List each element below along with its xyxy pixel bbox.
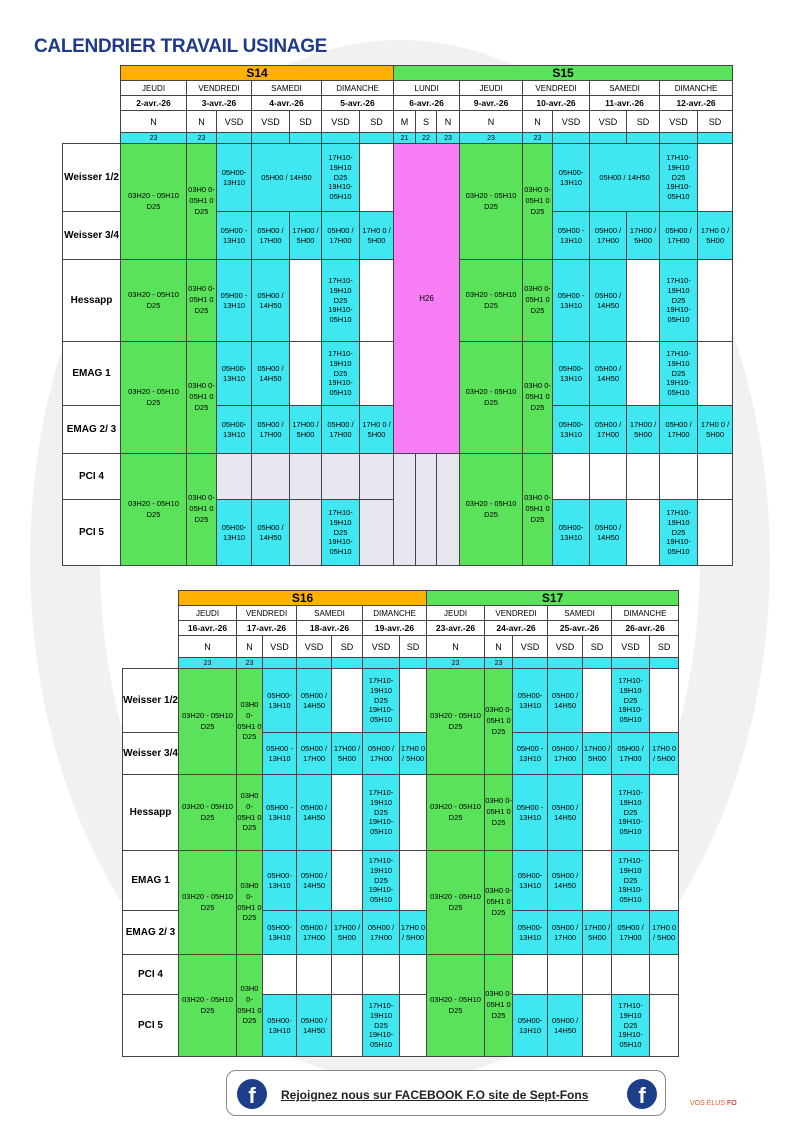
week-number: 23 [437, 133, 460, 144]
shift-cell: 05H00- 13H10 [263, 995, 297, 1057]
shift-cell: 05H00 / 14H50 [297, 669, 332, 733]
shift-cell: 03H0 0- 05H1 0 D25 [187, 342, 217, 454]
shift-cell: 05H00 / 14H50 [590, 144, 660, 212]
facebook-icon: f [237, 1079, 267, 1109]
shift-cell: 05H00 / 17H00 [590, 406, 627, 454]
shift-cell: 05H00 / 14H50 [548, 775, 583, 851]
day-date: 12-avr.-26 [660, 96, 733, 111]
shift-cell: 17H10- 19H10 D25 19H10- 05H10 [363, 669, 400, 733]
day-name: VENDREDI [187, 81, 252, 96]
shift-cell: 17H10- 19H10 D25 19H10- 05H10 [660, 342, 698, 406]
shift-cell: 05H00 / 17H00 [590, 212, 627, 260]
shift-code: SD [332, 636, 363, 658]
shift-cell: 17H10- 19H10 D25 19H10- 05H10 [363, 851, 400, 911]
shift-cell: 03H20 - 05H10 D25 [460, 144, 523, 260]
day-date: 9-avr.-26 [460, 96, 523, 111]
shift-cell: 17H00 / 5H00 [332, 733, 363, 775]
shift-code: VSD [322, 111, 360, 133]
shift-code: SD [360, 111, 394, 133]
day-date: 6-avr.-26 [394, 96, 460, 111]
shift-cell: 05H00- 13H10 [217, 342, 252, 406]
day-date: 16-avr.-26 [179, 621, 237, 636]
day-date: 11-avr.-26 [590, 96, 660, 111]
day-date: 24-avr.-26 [485, 621, 548, 636]
day-name: SAMEDI [548, 606, 612, 621]
shift-cell: 05H00- 13H10 [513, 995, 548, 1057]
shift-cell: 17H10- 19H10 D25 19H10- 05H10 [322, 144, 360, 212]
week-number: 23 [121, 133, 187, 144]
row-label-pci-4: PCI 4 [123, 955, 179, 995]
shift-cell: 03H20 - 05H10 D25 [121, 454, 187, 566]
day-name: JEUDI [427, 606, 485, 621]
shift-cell: 03H20 - 05H10 D25 [121, 260, 187, 342]
row-label-emag-2-3: EMAG 2/ 3 [63, 406, 121, 454]
shift-cell: 03H0 0- 05H1 0 D25 [523, 260, 553, 342]
day-date: 2-avr.-26 [121, 96, 187, 111]
shift-code: VSD [548, 636, 583, 658]
shift-cell: 03H0 0- 05H1 0 D25 [523, 454, 553, 566]
shift-cell: 17H00 / 5H00 [627, 406, 660, 454]
shift-code: VSD [252, 111, 290, 133]
shift-cell: 03H0 0- 05H1 0 D25 [485, 669, 513, 775]
shift-code: N [187, 111, 217, 133]
shift-cell: 17H10- 19H10 D25 19H10- 05H10 [363, 775, 400, 851]
day-name: VENDREDI [237, 606, 297, 621]
day-name: DIMANCHE [322, 81, 394, 96]
shift-cell: 05H00 / 17H00 [322, 406, 360, 454]
shift-cell: 03H0 0- 05H1 0 D25 [523, 144, 553, 260]
calendar-s16-s17 [122, 590, 679, 1057]
shift-code: N [437, 111, 460, 133]
shift-code: N [179, 636, 237, 658]
day-date: 3-avr.-26 [187, 96, 252, 111]
facebook-banner[interactable] [226, 1070, 666, 1116]
shift-cell: 17H00 / 5H00 [290, 406, 322, 454]
shift-cell: 17H10- 19H10 D25 19H10- 05H10 [660, 144, 698, 212]
shift-code: SD [698, 111, 733, 133]
shift-cell: 05H00 - 13H10 [263, 775, 297, 851]
shift-cell: 03H0 0- 05H1 0 D25 [485, 851, 513, 955]
shift-cell: 03H0 0- 05H1 0 D25 [187, 144, 217, 260]
shift-cell: 05H00 / 17H00 [612, 911, 650, 955]
shift-cell: 17H10- 19H10 D25 19H10- 05H10 [612, 669, 650, 733]
facebook-link[interactable]: Rejoignez nous sur FACEBOOK F.O site de Sept-Fons [281, 1088, 589, 1102]
shift-cell: 17H0 0 / 5H00 [698, 406, 733, 454]
day-name: VENDREDI [485, 606, 548, 621]
shift-cell: 05H00- 13H10 [217, 500, 252, 566]
shift-cell: 03H0 0- 05H1 0 D25 [237, 775, 263, 851]
shift-code: N [427, 636, 485, 658]
shift-cell: 03H0 0- 05H1 0 D25 [237, 669, 263, 775]
row-label-pci-4: PCI 4 [63, 454, 121, 500]
shift-cell: 05H00- 13H10 [513, 851, 548, 911]
shift-cell: 17H10- 19H10 D25 19H10- 05H10 [322, 500, 360, 566]
shift-cell: 05H00 / 17H00 [252, 212, 290, 260]
shift-code: SD [400, 636, 427, 658]
week-number: 22 [416, 133, 437, 144]
shift-cell: 05H00 / 17H00 [660, 406, 698, 454]
shift-cell: 05H00- 13H10 [553, 144, 590, 212]
shift-cell: 05H00- 13H10 [513, 669, 548, 733]
row-label-weisser-1-2: Weisser 1/2 [123, 669, 179, 733]
shift-cell: 03H0 0- 05H1 0 D25 [237, 955, 263, 1057]
shift-code: VSD [217, 111, 252, 133]
shift-code: N [523, 111, 553, 133]
shift-code: N [237, 636, 263, 658]
shift-cell: 17H10- 19H10 D25 19H10- 05H10 [322, 342, 360, 406]
shift-cell: 05H00 / 17H00 [548, 911, 583, 955]
shift-cell: 17H00 / 5H00 [290, 212, 322, 260]
shift-cell: 03H0 0- 05H1 0 D25 [187, 260, 217, 342]
facebook-icon: f [627, 1079, 657, 1109]
day-name: SAMEDI [252, 81, 322, 96]
row-label-hessapp: Hessapp [123, 775, 179, 851]
shift-cell: 05H00- 13H10 [263, 911, 297, 955]
shift-cell: 03H20 - 05H10 D25 [179, 669, 237, 775]
shift-cell: 05H00 - 13H10 [553, 260, 590, 342]
day-date: 10-avr.-26 [523, 96, 590, 111]
signature: VOS ÉLUS FO [690, 1100, 737, 1107]
shift-code: N [460, 111, 523, 133]
shift-cell: 05H00 - 13H10 [553, 212, 590, 260]
day-name: VENDREDI [523, 81, 590, 96]
shift-code: VSD [590, 111, 627, 133]
shift-cell: 03H20 - 05H10 D25 [427, 955, 485, 1057]
shift-code: VSD [297, 636, 332, 658]
shift-cell: 17H0 0 / 5H00 [400, 911, 427, 955]
shift-cell: 17H10- 19H10 D25 19H10- 05H10 [612, 851, 650, 911]
shift-cell: 17H10- 19H10 D25 19H10- 05H10 [322, 260, 360, 342]
shift-cell: 05H00 - 13H10 [513, 733, 548, 775]
shift-cell: 05H00 / 17H00 [363, 911, 400, 955]
row-label-emag-2-3: EMAG 2/ 3 [123, 911, 179, 955]
shift-cell: 03H0 0- 05H1 0 D25 [523, 342, 553, 454]
shift-code: VSD [612, 636, 650, 658]
shift-cell: 03H0 0- 05H1 0 D25 [187, 454, 217, 566]
week-number: 23 [460, 133, 523, 144]
day-name: JEUDI [179, 606, 237, 621]
shift-cell: 05H00 - 13H10 [217, 260, 252, 342]
shift-cell: 17H10- 19H10 D25 19H10- 05H10 [363, 995, 400, 1057]
shift-cell: 17H0 0 / 5H00 [400, 733, 427, 775]
row-label-pci-5: PCI 5 [123, 995, 179, 1057]
row-label-hessapp: Hessapp [63, 260, 121, 342]
week-number: 23 [427, 658, 485, 669]
shift-cell: 05H00 / 14H50 [252, 144, 322, 212]
shift-cell: 05H00 / 17H00 [612, 733, 650, 775]
shift-cell: 05H00 / 14H50 [548, 669, 583, 733]
day-date: 18-avr.-26 [297, 621, 363, 636]
week-s17-header: S17 [427, 591, 679, 606]
shift-cell: 05H00 / 14H50 [297, 775, 332, 851]
shift-cell: 17H10- 19H10 D25 19H10- 05H10 [612, 995, 650, 1057]
shift-code: VSD [363, 636, 400, 658]
shift-cell: 03H0 0- 05H1 0 D25 [237, 851, 263, 955]
shift-cell: 03H20 - 05H10 D25 [460, 342, 523, 454]
shift-cell: 05H00 - 13H10 [263, 733, 297, 775]
shift-cell: 05H00 / 14H50 [548, 851, 583, 911]
day-date: 17-avr.-26 [237, 621, 297, 636]
shift-cell: 05H00 / 14H50 [590, 500, 627, 566]
week-s16-header: S16 [179, 591, 427, 606]
row-label-weisser-3-4: Weisser 3/4 [123, 733, 179, 775]
shift-cell: 05H00 / 14H50 [252, 260, 290, 342]
shift-code: SD [290, 111, 322, 133]
shift-code: SD [583, 636, 612, 658]
shift-cell: 17H00 / 5H00 [332, 911, 363, 955]
row-label-weisser-3-4: Weisser 3/4 [63, 212, 121, 260]
row-label-weisser-1-2: Weisser 1/2 [63, 144, 121, 212]
shift-cell: 05H00 / 17H00 [660, 212, 698, 260]
row-label-emag-1: EMAG 1 [123, 851, 179, 911]
week-number: 23 [179, 658, 237, 669]
day-name: SAMEDI [590, 81, 660, 96]
week-number: 23 [523, 133, 553, 144]
day-name: DIMANCHE [612, 606, 679, 621]
shift-cell: 05H00- 13H10 [263, 851, 297, 911]
day-name: DIMANCHE [660, 81, 733, 96]
shift-code: M [394, 111, 416, 133]
shift-cell: 03H20 - 05H10 D25 [460, 260, 523, 342]
shift-cell: 05H00 / 17H00 [548, 733, 583, 775]
shift-cell: 17H0 0 / 5H00 [650, 733, 679, 775]
shift-code: S [416, 111, 437, 133]
shift-cell: 17H10- 19H10 D25 19H10- 05H10 [612, 775, 650, 851]
shift-cell: 03H20 - 05H10 D25 [179, 851, 237, 955]
shift-code: VSD [553, 111, 590, 133]
shift-cell: 05H00 - 13H10 [513, 775, 548, 851]
shift-cell: 05H00 - 13H10 [217, 212, 252, 260]
day-name: LUNDI [394, 81, 460, 96]
shift-cell: 05H00 / 14H50 [252, 342, 290, 406]
row-label-emag-1: EMAG 1 [63, 342, 121, 406]
shift-cell: 03H0 0- 05H1 0 D25 [485, 955, 513, 1057]
shift-cell: 05H00 / 17H00 [297, 911, 332, 955]
day-name: DIMANCHE [363, 606, 427, 621]
shift-cell: 05H00- 13H10 [553, 406, 590, 454]
shift-cell: 05H00- 13H10 [217, 144, 252, 212]
shift-cell: 05H00 / 14H50 [548, 995, 583, 1057]
day-date: 5-avr.-26 [322, 96, 394, 111]
shift-cell: 03H20 - 05H10 D25 [121, 342, 187, 454]
shift-code: N [485, 636, 513, 658]
week-number: 23 [485, 658, 513, 669]
shift-cell: 05H00 / 14H50 [297, 851, 332, 911]
shift-cell: 05H00 / 17H00 [297, 733, 332, 775]
day-date: 25-avr.-26 [548, 621, 612, 636]
shift-cell: 17H10- 19H10 D25 19H10- 05H10 [660, 500, 698, 566]
day-name: JEUDI [121, 81, 187, 96]
week-number: 23 [187, 133, 217, 144]
shift-cell: 05H00- 13H10 [217, 406, 252, 454]
week-s15-header: S15 [394, 66, 733, 81]
shift-cell: 17H0 0 / 5H00 [698, 212, 733, 260]
shift-cell: 17H0 0 / 5H00 [360, 212, 394, 260]
shift-cell: 05H00- 13H10 [513, 911, 548, 955]
day-name: JEUDI [460, 81, 523, 96]
shift-cell: 03H0 0- 05H1 0 D25 [485, 775, 513, 851]
day-date: 23-avr.-26 [427, 621, 485, 636]
shift-cell: 03H20 - 05H10 D25 [179, 955, 237, 1057]
shift-code: VSD [263, 636, 297, 658]
shift-cell: 17H00 / 5H00 [583, 733, 612, 775]
week-number: 23 [237, 658, 263, 669]
shift-cell: 05H00 / 17H00 [322, 212, 360, 260]
shift-cell: 05H00 / 14H50 [590, 260, 627, 342]
shift-cell: 03H20 - 05H10 D25 [460, 454, 523, 566]
shift-cell: 03H20 - 05H10 D25 [427, 851, 485, 955]
shift-cell: 17H00 / 5H00 [627, 212, 660, 260]
week-s14-header: S14 [121, 66, 394, 81]
shift-cell: 17H0 0 / 5H00 [360, 406, 394, 454]
shift-cell: 03H20 - 05H10 D25 [179, 775, 237, 851]
shift-code: VSD [513, 636, 548, 658]
shift-cell: 05H00- 13H10 [263, 669, 297, 733]
shift-cell: 05H00 / 17H00 [363, 733, 400, 775]
day-date: 4-avr.-26 [252, 96, 322, 111]
calendar-s14-s15 [62, 65, 733, 566]
shift-code: VSD [660, 111, 698, 133]
shift-cell: 03H20 - 05H10 D25 [427, 775, 485, 851]
shift-cell: 17H0 0 / 5H00 [650, 911, 679, 955]
shift-cell: 17H00 / 5H00 [583, 911, 612, 955]
shift-cell: 03H20 - 05H10 D25 [427, 669, 485, 775]
shift-cell: 05H00- 13H10 [553, 342, 590, 406]
shift-cell: 05H00 / 17H00 [252, 406, 290, 454]
day-date: 26-avr.-26 [612, 621, 679, 636]
shift-code: SD [627, 111, 660, 133]
day-name: SAMEDI [297, 606, 363, 621]
shift-cell: 03H20 - 05H10 D25 [121, 144, 187, 260]
shift-cell: 17H10- 19H10 D25 19H10- 05H10 [660, 260, 698, 342]
shift-code: SD [650, 636, 679, 658]
holiday-cell: H26 [394, 144, 460, 454]
week-number: 21 [394, 133, 416, 144]
shift-cell: 05H00 / 14H50 [252, 500, 290, 566]
shift-cell: 05H00 / 14H50 [590, 342, 627, 406]
shift-cell: 05H00 / 14H50 [297, 995, 332, 1057]
page-title: CALENDRIER TRAVAIL USINAGE [34, 36, 328, 57]
row-label-pci-5: PCI 5 [63, 500, 121, 566]
shift-code: N [121, 111, 187, 133]
shift-cell: 05H00- 13H10 [553, 500, 590, 566]
day-date: 19-avr.-26 [363, 621, 427, 636]
